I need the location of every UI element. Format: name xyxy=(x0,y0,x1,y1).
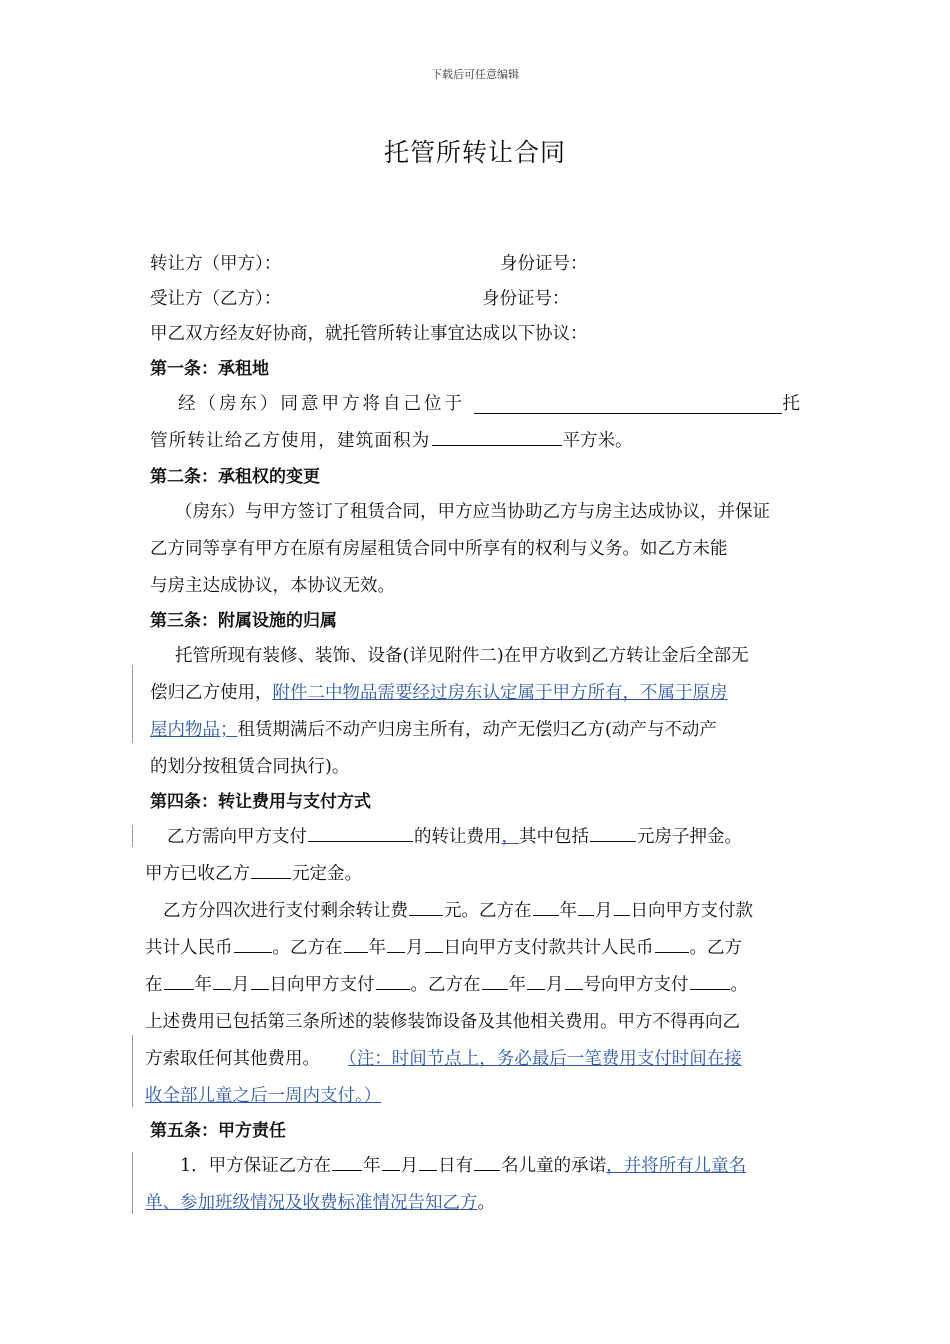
article-3-text: 租赁期满后不动产归房主所有，动产无偿归乙方(动产与不动产 xyxy=(237,720,717,740)
article-4-text: 。乙方 xyxy=(689,938,742,958)
article-4-text: 。乙方在 xyxy=(410,975,481,995)
article-4-text: 月 xyxy=(232,975,250,995)
article-5-text: 日有 xyxy=(438,1156,474,1176)
blank xyxy=(332,1156,362,1171)
article-4-text: 月 xyxy=(406,938,424,958)
article-5-line-2 xyxy=(145,1193,495,1213)
article-4-text: 。 xyxy=(730,975,748,995)
article-4-line-6: 上述费用已包括第三条所述的装修装饰设备及其他相关费用。甲方不得再向乙 xyxy=(145,1012,740,1032)
article-5-line-1 xyxy=(180,1156,746,1176)
article-5-heading: 第五条：甲方责任 xyxy=(150,1121,286,1141)
article-2-line-1: （房东）与甲方签订了租赁合同，甲方应当协助乙方与房主达成协议，并保证 xyxy=(175,502,770,522)
transferee-id-label: 身份证号： xyxy=(482,289,570,309)
article-4-text: 年 xyxy=(508,975,526,995)
article-4-line-4 xyxy=(145,938,742,958)
blank xyxy=(409,901,443,916)
tracked-insertion: 屋内物品； xyxy=(150,720,238,740)
blank xyxy=(690,975,730,990)
article-5-text: 。 xyxy=(477,1193,495,1213)
transferee-label: 受让方（乙方）： xyxy=(150,289,282,309)
article-3-line-4: 的划分按租赁合同执行)。 xyxy=(150,757,350,777)
revision-bar xyxy=(132,665,133,743)
transferor-id-label: 身份证号： xyxy=(500,254,588,274)
revision-bar xyxy=(132,1152,133,1214)
article-4-text: 的转让费用 xyxy=(414,827,502,847)
article-2-line-2: 乙方同等享有甲方在原有房屋租赁合同中所享有的权利与义务。如乙方未能 xyxy=(150,539,728,559)
article-4-text: 乙方分四次进行支付剩余转让费 xyxy=(163,901,408,921)
article-5-text: 月 xyxy=(400,1156,419,1176)
tracked-insertion: 收全部儿童之后一周内支付。） xyxy=(145,1086,382,1106)
article-1-text: 经（房东）同意甲方将自己位于 xyxy=(178,394,465,414)
article-2-line-3: 与房主达成协议，本协议无效。 xyxy=(150,576,395,596)
revision-bar xyxy=(132,1035,133,1107)
fee-blank xyxy=(308,827,413,842)
article-3-text: 偿归乙方使用， xyxy=(150,683,273,703)
article-4-text: 元定金。 xyxy=(292,864,362,884)
article-4-text: 日向甲方支付款 xyxy=(630,901,753,921)
blank xyxy=(234,938,272,953)
article-4-line-1 xyxy=(167,827,742,847)
tracked-insertion: 单、参加班级情况及收费标准情况告知乙方 xyxy=(145,1193,478,1213)
blank xyxy=(578,901,594,916)
page-header: 下载后可任意编辑 xyxy=(431,68,519,81)
article-1-line-1 xyxy=(150,394,800,414)
blank xyxy=(474,1156,500,1171)
article-4-text: 号向甲方支付 xyxy=(583,975,689,995)
blank xyxy=(164,975,194,990)
blank xyxy=(376,975,410,990)
article-2-heading: 第二条：承租权的变更 xyxy=(150,467,320,487)
article-1-line-2 xyxy=(150,431,633,451)
blank xyxy=(482,975,508,990)
tracked-insertion: （注：时间节点上，务必最后一笔费用支付时间在接 xyxy=(348,1049,742,1069)
tracked-insertion: 附件二中物品需要经过房东认定属于甲方所有，不属于原房 xyxy=(272,683,728,703)
document-title: 托管所转让合同 xyxy=(383,138,566,167)
article-4-text: 方索取任何其他费用。 xyxy=(145,1049,320,1069)
deposit-blank xyxy=(590,827,636,842)
tracked-insertion: ， xyxy=(501,827,519,847)
article-5-text: 名儿童的承诺 xyxy=(501,1156,607,1176)
article-4-text: 年 xyxy=(559,901,577,921)
article-4-text: 乙方需向甲方支付 xyxy=(167,827,307,847)
revision-bar xyxy=(132,825,133,847)
blank xyxy=(344,938,368,953)
article-4-heading: 第四条：转让费用与支付方式 xyxy=(150,792,371,812)
article-4-text: 日向甲方支付款共计人民币 xyxy=(443,938,654,958)
article-4-line-3 xyxy=(163,901,753,921)
blank xyxy=(387,938,405,953)
article-4-line-2 xyxy=(145,864,362,884)
tracked-insertion: ，并将所有儿童名 xyxy=(606,1156,747,1176)
blank xyxy=(527,975,545,990)
article-3-line-3 xyxy=(150,720,717,740)
article-4-text: 年 xyxy=(194,975,212,995)
article-4-text: 日向甲方支付 xyxy=(269,975,375,995)
article-4-text: 月 xyxy=(595,901,613,921)
article-4-line-7 xyxy=(145,1049,742,1069)
article-5-text: 年 xyxy=(363,1156,381,1176)
earnest-blank xyxy=(251,864,291,879)
blank xyxy=(213,975,231,990)
article-4-line-5 xyxy=(145,975,748,995)
article-4-text: 。乙方在 xyxy=(272,938,343,958)
article-4-text: 元房子押金。 xyxy=(637,827,742,847)
article-1-text: 托 xyxy=(782,394,800,414)
article-1-text: 平方米。 xyxy=(562,431,633,451)
article-4-text: 共计人民币 xyxy=(145,938,233,958)
article-4-text: 元。乙方在 xyxy=(444,901,532,921)
article-4-text: 月 xyxy=(546,975,564,995)
article-5-text: 1．甲方保证乙方在 xyxy=(180,1156,332,1176)
article-1-heading: 第一条：承租地 xyxy=(150,359,269,379)
blank xyxy=(565,975,583,990)
intro-text: 甲乙双方经友好协商，就托管所转让事宜达成以下协议： xyxy=(150,324,588,344)
blank xyxy=(614,901,630,916)
address-blank xyxy=(474,399,782,414)
blank xyxy=(251,975,269,990)
article-4-text: 其中包括 xyxy=(519,827,589,847)
area-blank xyxy=(432,431,562,446)
blank xyxy=(382,1156,400,1171)
transferor-label: 转让方（甲方）： xyxy=(150,254,282,274)
blank xyxy=(419,1156,437,1171)
article-4-text: 在 xyxy=(145,975,163,995)
blank xyxy=(533,901,559,916)
article-4-text: 年 xyxy=(368,938,386,958)
article-3-line-1: 托管所现有装修、装饰、设备(详见附件二)在甲方收到乙方转让金后全部无 xyxy=(175,646,749,666)
blank xyxy=(655,938,689,953)
article-4-text: 甲方已收乙方 xyxy=(145,864,250,884)
article-3-line-2 xyxy=(150,683,728,703)
article-3-heading: 第三条：附属设施的归属 xyxy=(150,611,337,631)
article-4-line-8 xyxy=(145,1086,381,1106)
article-1-text: 管所转让给乙方使用，建筑面积为 xyxy=(150,431,431,451)
blank xyxy=(425,938,443,953)
